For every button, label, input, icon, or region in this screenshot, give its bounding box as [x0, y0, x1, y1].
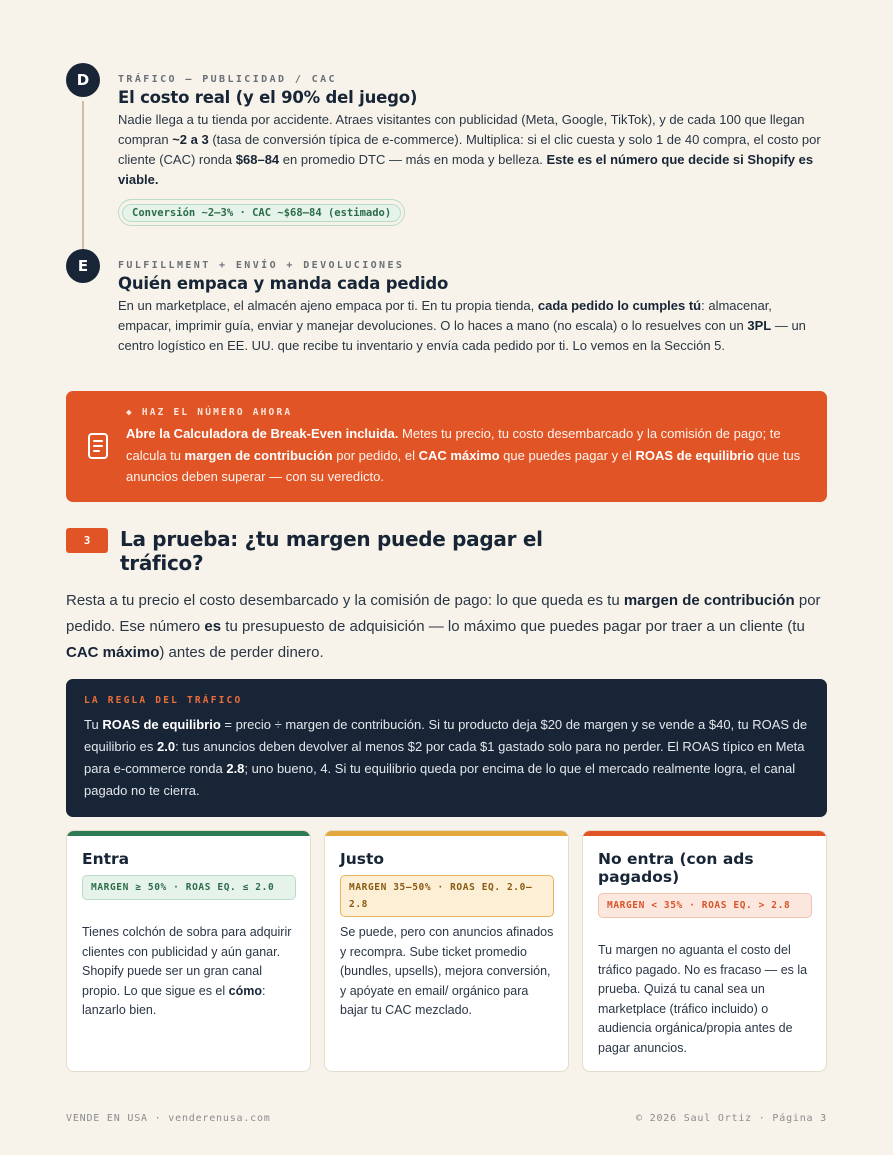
card-accent-bar [325, 831, 568, 836]
step-letter-badge: E [66, 249, 100, 283]
card-title: Justo [340, 850, 385, 868]
step-kicker: FULFILLMENT + ENVÍO + DEVOLUCIONES [118, 260, 405, 271]
step-title: Quién empaca y manda cada pedido [118, 274, 449, 293]
section-number-badge: 3 [66, 528, 108, 553]
step-letter-badge: D [66, 63, 100, 97]
card-title: No entra (con ads pagados) [598, 850, 754, 886]
step-e [66, 249, 828, 369]
verdict-card-justo [324, 830, 569, 1072]
callout-text: Abre la Calculadora de Break-Even incluida. Metes tu precio, tu costo desembarcado y la comisión de pago; te calcula tu margen de contribución por pedido, el CAC máximo que puedes pagar y el ROAS de equilibrio que tus anuncios deben superar — con su veredicto. [126, 426, 801, 484]
card-text: Tu margen no aguanta el costo del tráfico pagado. No es fracaso — es la prueba. Quizá tu canal sea un marketplace (tráfico incluido) o audiencia orgánica/propia antes de pagar anuncios. [598, 943, 808, 1055]
estimate-pill-label: Conversión ~2–3% · CAC ~$68–84 (estimado) [122, 204, 401, 222]
card-text: Se puede, pero con anuncios afinados y recompra. Sube ticket promedio (bundles, upsells), mejora conversión, y apóyate en email/ orgánico para bajar tu CAC mezclado. [340, 925, 554, 1017]
verdict-card-no-entra [582, 830, 827, 1072]
document-list-icon [86, 431, 110, 461]
footer-left: VENDE EN USA · venderenusa.com [66, 1113, 271, 1124]
rule-kicker: LA REGLA DEL TRÁFICO [84, 695, 243, 706]
card-tag: MARGEN < 35% · ROAS EQ. > 2.8 [598, 893, 812, 918]
traffic-rule-box [66, 679, 827, 817]
section-title: La prueba: ¿tu margen puede pagar el tráfico? [120, 527, 543, 575]
step-text: En un marketplace, el almacén ajeno empaca por ti. En tu propia tienda, cada pedido lo cumples tú: almacenar, empacar, imprimir guía, enviar y manejar devoluciones. O lo haces a mano (no escala) o lo resuelves con un 3PL — un centro logístico en EE. UU. que recibe tu inventario y envía cada pedido por ti. Lo vemos en la Sección 5. [118, 298, 806, 353]
card-text: Tienes colchón de sobra para adquirir clientes con publicidad y aún ganar. Shopify puede ser un gran canal propio. Lo que sigue es el cómo: lanzarlo bien. [82, 925, 292, 1017]
card-tag: MARGEN 35–50% · ROAS EQ. 2.0–2.8 [340, 875, 554, 917]
card-accent-bar [583, 831, 826, 836]
verdict-card-entra [66, 830, 311, 1072]
card-title: Entra [82, 850, 130, 868]
step-body [118, 74, 828, 226]
step-text: Nadie llega a tu tienda por accidente. Atraes visitantes con publicidad (Meta, Google, TikTok), y de cada 100 que llegan compran ~2 a 3 (tasa de conversión típica de e-commerce). Multiplica: si el clic cuesta y solo 1 de 40 compra, el costo por cliente (CAC) ronda $68–84 en promedio DTC — más en moda y belleza. Este es el número que decide si Shopify es viable. [118, 112, 821, 187]
card-accent-bar [67, 831, 310, 836]
step-kicker: TRÁFICO — PUBLICIDAD / CAC [118, 74, 337, 85]
footer-right: © 2026 Saul Ortiz · Página 3 [636, 1113, 827, 1124]
step-body [118, 260, 828, 356]
break-even-callout [66, 391, 827, 502]
step-title: El costo real (y el 90% del juego) [118, 88, 418, 107]
step-d [66, 63, 828, 243]
section-intro: Resta a tu precio el costo desembarcado y la comisión de pago: lo que queda es tu margen de contribución por pedido. Ese número es tu presupuesto de adquisición — lo máximo que puedes pagar por traer a un cliente (tu CAC máximo) antes de perder dinero. [66, 592, 821, 661]
callout-kicker: ◆ HAZ EL NÚMERO AHORA [126, 407, 293, 418]
rule-text: Tu ROAS de equilibrio = precio ÷ margen de contribución. Si tu producto deja $20 de margen y se vende a $40, tu ROAS de equilibrio es 2.0: tus anuncios deben devolver al menos $2 por cada $1 gastado solo para no perder. El ROAS típico en Meta para e-commerce ronda 2.8; uno bueno, 4. Si tu equilibrio queda por encima de lo que el mercado realmente logra, el canal pagado no te cierra. [84, 717, 808, 798]
card-tag: MARGEN ≥ 50% · ROAS EQ. ≤ 2.0 [82, 875, 296, 900]
estimate-pill [118, 199, 405, 226]
